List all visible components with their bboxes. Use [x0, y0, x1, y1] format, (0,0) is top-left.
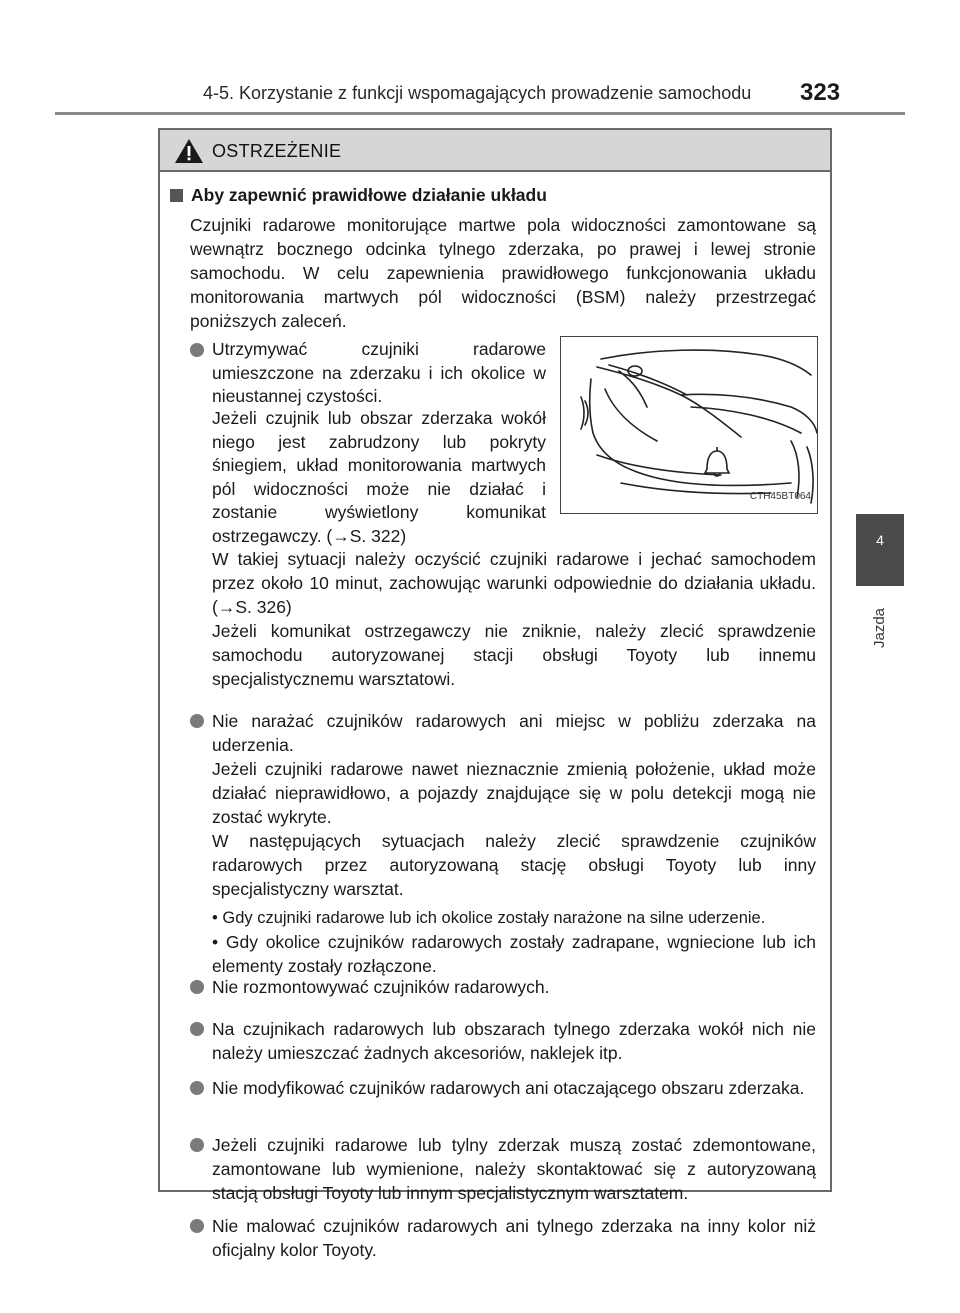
sensor-bell-icon	[705, 447, 729, 476]
warning-header	[160, 130, 830, 172]
bullet-1-detail: Jeżeli czujnik lub obszar zderzaka wokół niego jest zabrudzony lub pokryty śniegiem, układ monitorowania martwych pól widoczności może nie działać i zostanie wyświetlony komunikat ostrzegawczy. (→S. 322)	[212, 408, 546, 546]
warning-title: OSTRZEŻENIE	[212, 141, 342, 161]
bullet-dot-icon	[190, 714, 204, 728]
illustration-code: CTH45BT064	[749, 491, 811, 502]
bullet-1-detail-3: Jeżeli komunikat ostrzegawczy nie zniknie, należy zlecić sprawdzenie samochodu autoryzowanej stacji obsługi Toyoty lub innemu specjalistycznemu warsztatowi.	[212, 621, 816, 689]
bullet-2-detail-2: W następujących sytuacjach należy zlecić sprawdzenie czujników radarowych przez autoryzowaną stację obsługi Toyoty lub inny specjalistyczny warsztat.	[212, 831, 816, 899]
square-bullet-icon	[170, 189, 183, 202]
bullet-5-text: Nie modyfikować czujników radarowych ani otaczającego obszaru zderzaka.	[212, 1078, 805, 1098]
bullet-dot-icon	[190, 1081, 204, 1095]
page-number: 323	[800, 79, 841, 106]
bullet-dot-icon	[190, 343, 204, 357]
bullet-dot-icon	[190, 1138, 204, 1152]
section-heading-text: Aby zapewnić prawidłowe działanie układu	[191, 185, 547, 205]
bullet-2-sub-1: • Gdy czujniki radarowe lub ich okolice zostały narażone na silne uderzenie.	[212, 909, 766, 927]
intro-paragraph: Czujniki radarowe monitorujące martwe pola widoczności zamontowane są wewnątrz bocznego odcinka tylnego zderzaka, po prawej i lewej stronie samochodu. W celu zapewnienia prawidłowego funkcjonowania układu monitorowania martwych pól widoczności (BSM) należy przestrzegać poniższych zaleceń.	[190, 215, 816, 331]
bullet-7-text: Nie malować czujników radarowych ani tylnego zderzaka na inny kolor niż oficjalny kolor Toyoty.	[212, 1216, 816, 1260]
bullet-6-text: Jeżeli czujniki radarowe lub tylny zderzak muszą zostać zdemontowane, zamontowane lub wymienione, należy skontaktować się z autoryzowaną stacją obsługi Toyoty lub innym specjalistycznym warsztatem.	[212, 1135, 816, 1203]
bullet-1-detail-2: W takiej sytuacji należy oczyścić czujniki radarowe i jechać samochodem przez około 10 minut, zachowując warunki odpowiednie do działania układu. (→S. 326)	[212, 549, 816, 617]
bumper-illustration	[560, 336, 818, 514]
chapter-side-label	[856, 605, 904, 655]
bullet-2-text: Nie narażać czujników radarowych ani miejsc w pobliżu zderzaka na uderzenia.	[212, 711, 816, 755]
bullet-dot-icon	[190, 980, 204, 994]
chapter-tab: 4	[856, 514, 904, 586]
warning-triangle-icon	[174, 138, 204, 164]
bullet-4-text: Na czujnikach radarowych lub obszarach tylnego zderzaka wokół nich nie należy umieszczać żadnych akcesoriów, naklejek itp.	[212, 1019, 816, 1063]
bullet-2-detail: Jeżeli czujniki radarowe nawet nieznacznie zmienią położenie, układ może działać nieprawidłowo, a pojazdy znajdujące się w polu detekcji mogą nie zostać wykryte.	[212, 759, 816, 827]
chapter-title: 4-5. Korzystanie z funkcji wspomagających prowadzenie samochodu	[203, 83, 752, 103]
section-heading	[170, 183, 547, 207]
page-header	[0, 0, 960, 120]
chapter-side-label-text: Jazda	[871, 607, 888, 648]
bullet-1-text: Utrzymywać czujniki radarowe umieszczone na zderzaku i ich okolice w nieustannej czystości.	[212, 339, 546, 406]
warning-box	[158, 128, 832, 1260]
header-divider	[55, 112, 905, 115]
bullet-2-sub-2: • Gdy okolice czujników radarowych zostały zadrapane, wgniecione lub ich elementy zostały rozłączone.	[212, 932, 816, 976]
bullet-dot-icon	[190, 1022, 204, 1036]
bullet-dot-icon	[190, 1219, 204, 1233]
bullet-3-text: Nie rozmontowywać czujników radarowych.	[212, 977, 550, 997]
